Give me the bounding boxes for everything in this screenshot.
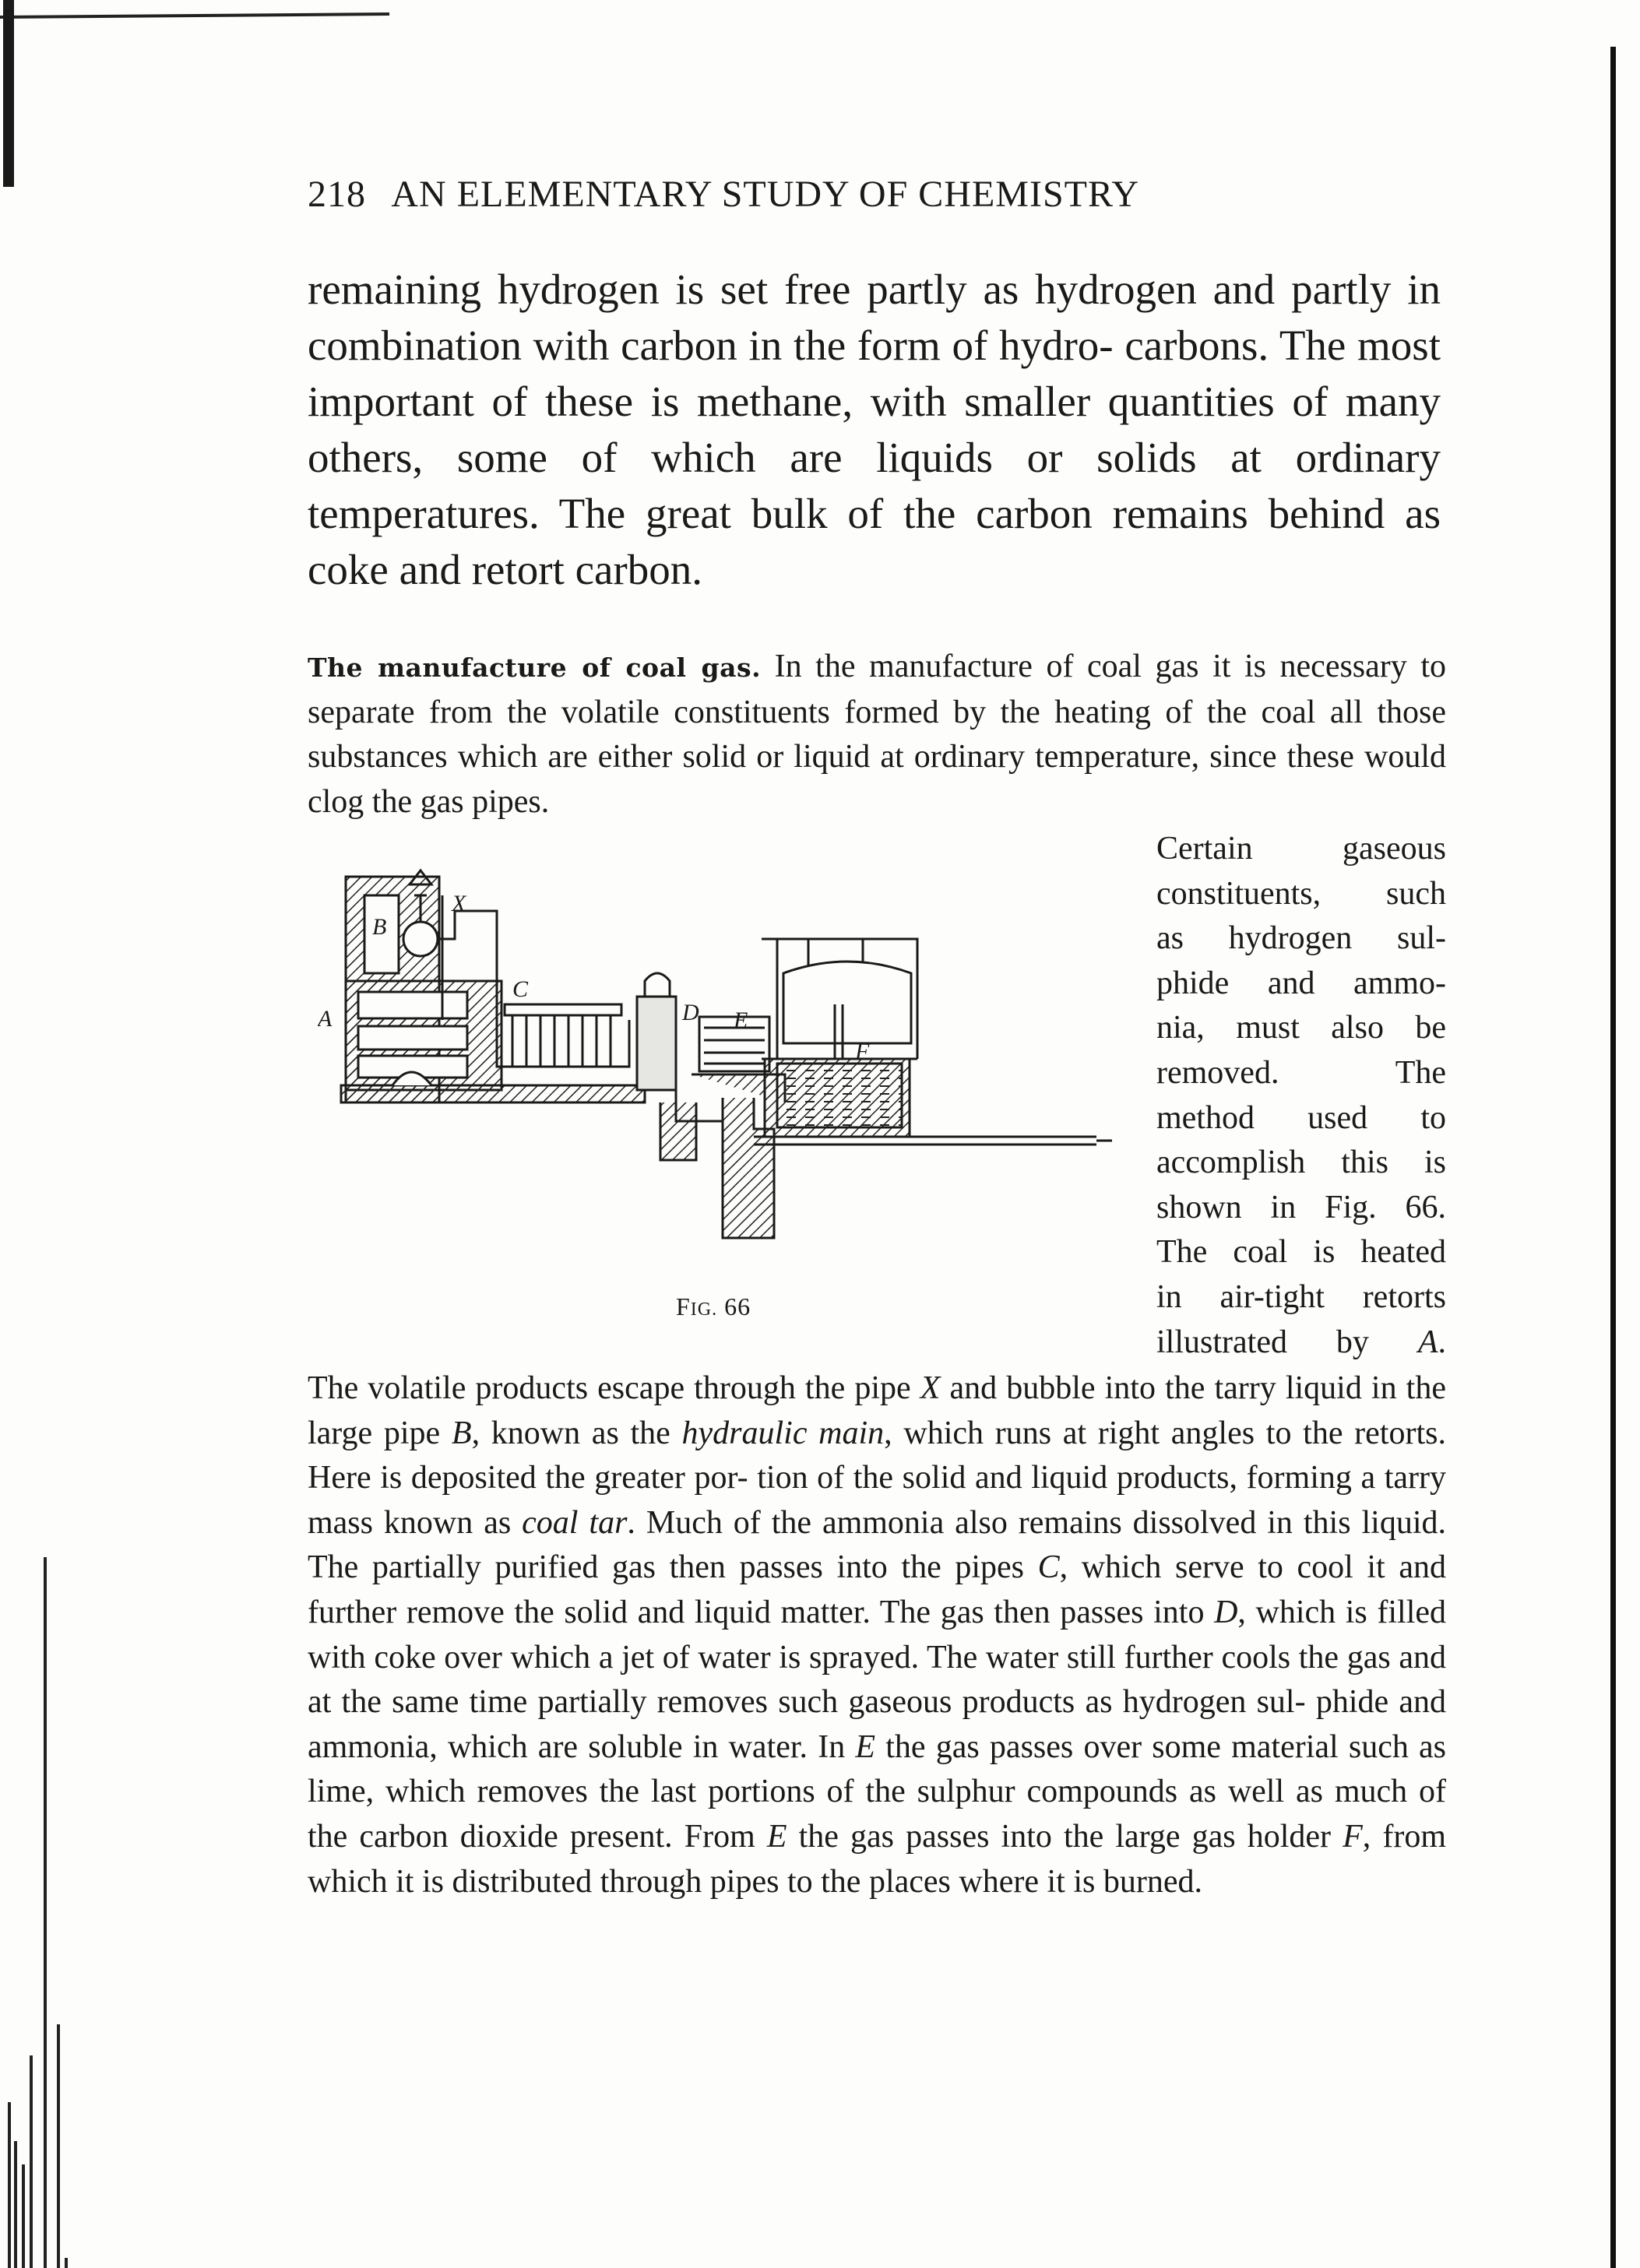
intro-line: carbons. The most important of these is methane, with <box>308 322 1441 425</box>
side-line: in air-tight retorts <box>1156 1278 1446 1315</box>
side-line: The coal is heated <box>1156 1234 1446 1271</box>
label-d: D <box>682 1000 699 1025</box>
side-text-column <box>1156 827 1446 1365</box>
bottom-left-scan-lines <box>9 1557 66 2268</box>
section-line: heating of the coal all those substances which are either solid or <box>308 694 1446 775</box>
page-number: 218 <box>308 174 366 215</box>
section-line: liquid at ordinary temperature, since these would clog the gas pipes. <box>308 739 1446 820</box>
side-line: method used to <box>1156 1099 1446 1136</box>
figure-caption: FIG. 66 <box>676 1292 751 1320</box>
intro-line: smaller quantities of many others, some of which are liquids <box>308 378 1441 481</box>
right-scan-line <box>1610 47 1616 2268</box>
intro-line: carbon remains behind as coke and retort carbon. <box>308 490 1441 593</box>
side-line: accomplish this is <box>1156 1145 1446 1181</box>
section-heading: The manufacture of coal gas. <box>308 652 762 683</box>
side-line: phide and ammo- <box>1156 965 1446 1001</box>
label-c: C <box>512 976 529 1002</box>
side-line: constituents, such <box>1156 875 1446 912</box>
side-line: nia, must also be <box>1156 1010 1446 1046</box>
intro-line: remaining hydrogen is set free partly as hydrogen and <box>308 265 1276 313</box>
running-title: AN ELEMENTARY STUDY OF CHEMISTRY <box>391 174 1139 215</box>
intro-paragraph <box>308 262 1441 598</box>
side-line-last: illustrated by A. <box>1156 1324 1446 1360</box>
section-line: In the manufacture of coal gas it <box>774 649 1231 684</box>
label-a: A <box>318 1006 333 1032</box>
label-e: E <box>734 1007 748 1033</box>
side-line: removed. The <box>1156 1054 1446 1091</box>
intro-line: partly in combination with carbon in the form of hydro- <box>308 265 1441 369</box>
running-header <box>308 173 1421 216</box>
label-f: F <box>855 1039 870 1064</box>
label-b: B <box>372 914 387 940</box>
side-line: as hydrogen sul- <box>1156 920 1446 957</box>
label-x: X <box>452 891 466 916</box>
body-paragraph: The volatile products escape through the pipe X and bubble into the tarry liquid in the large pipe B, known as the hydraulic main, which runs at right angles to the retorts. Here is deposited the greater por- tion of the solid and liquid products, forming a tarry mass known as coal tar. Much of the ammonia also remains dissolved in this liquid. The partially purified gas then passes into the pipes C, which serve to cool it and further remove the solid and liquid matter. The gas then passes into D, which is filled with coke over which a jet of water is sprayed. The water still further cools the gas and at the same time partially removes such gaseous products as hydrogen sul- phide and ammonia, which are soluble in water. In E the gas passes over some material such as lime, which removes the last portions of the sulphur compounds as well as much of the carbon dioxide present. From E the gas passes into the large gas holder F, from which it is distributed through pipes to the places where it is burned. <box>308 1370 1447 1900</box>
figure-66-coal-gas-apparatus <box>318 864 1128 1285</box>
intro-line: or solids at ordinary temperatures. The great bulk of the <box>308 434 1441 537</box>
corner-scan-edge <box>0 0 389 86</box>
side-line: shown in Fig. 66. <box>1156 1189 1446 1225</box>
side-line: Certain gaseous <box>1156 831 1446 867</box>
left-scan-bar <box>3 0 14 187</box>
section-paragraph <box>308 645 1446 825</box>
gas-holder-f <box>754 939 1112 1145</box>
section-line: is necessary to separate from the volatile constituents formed by the <box>308 649 1447 730</box>
